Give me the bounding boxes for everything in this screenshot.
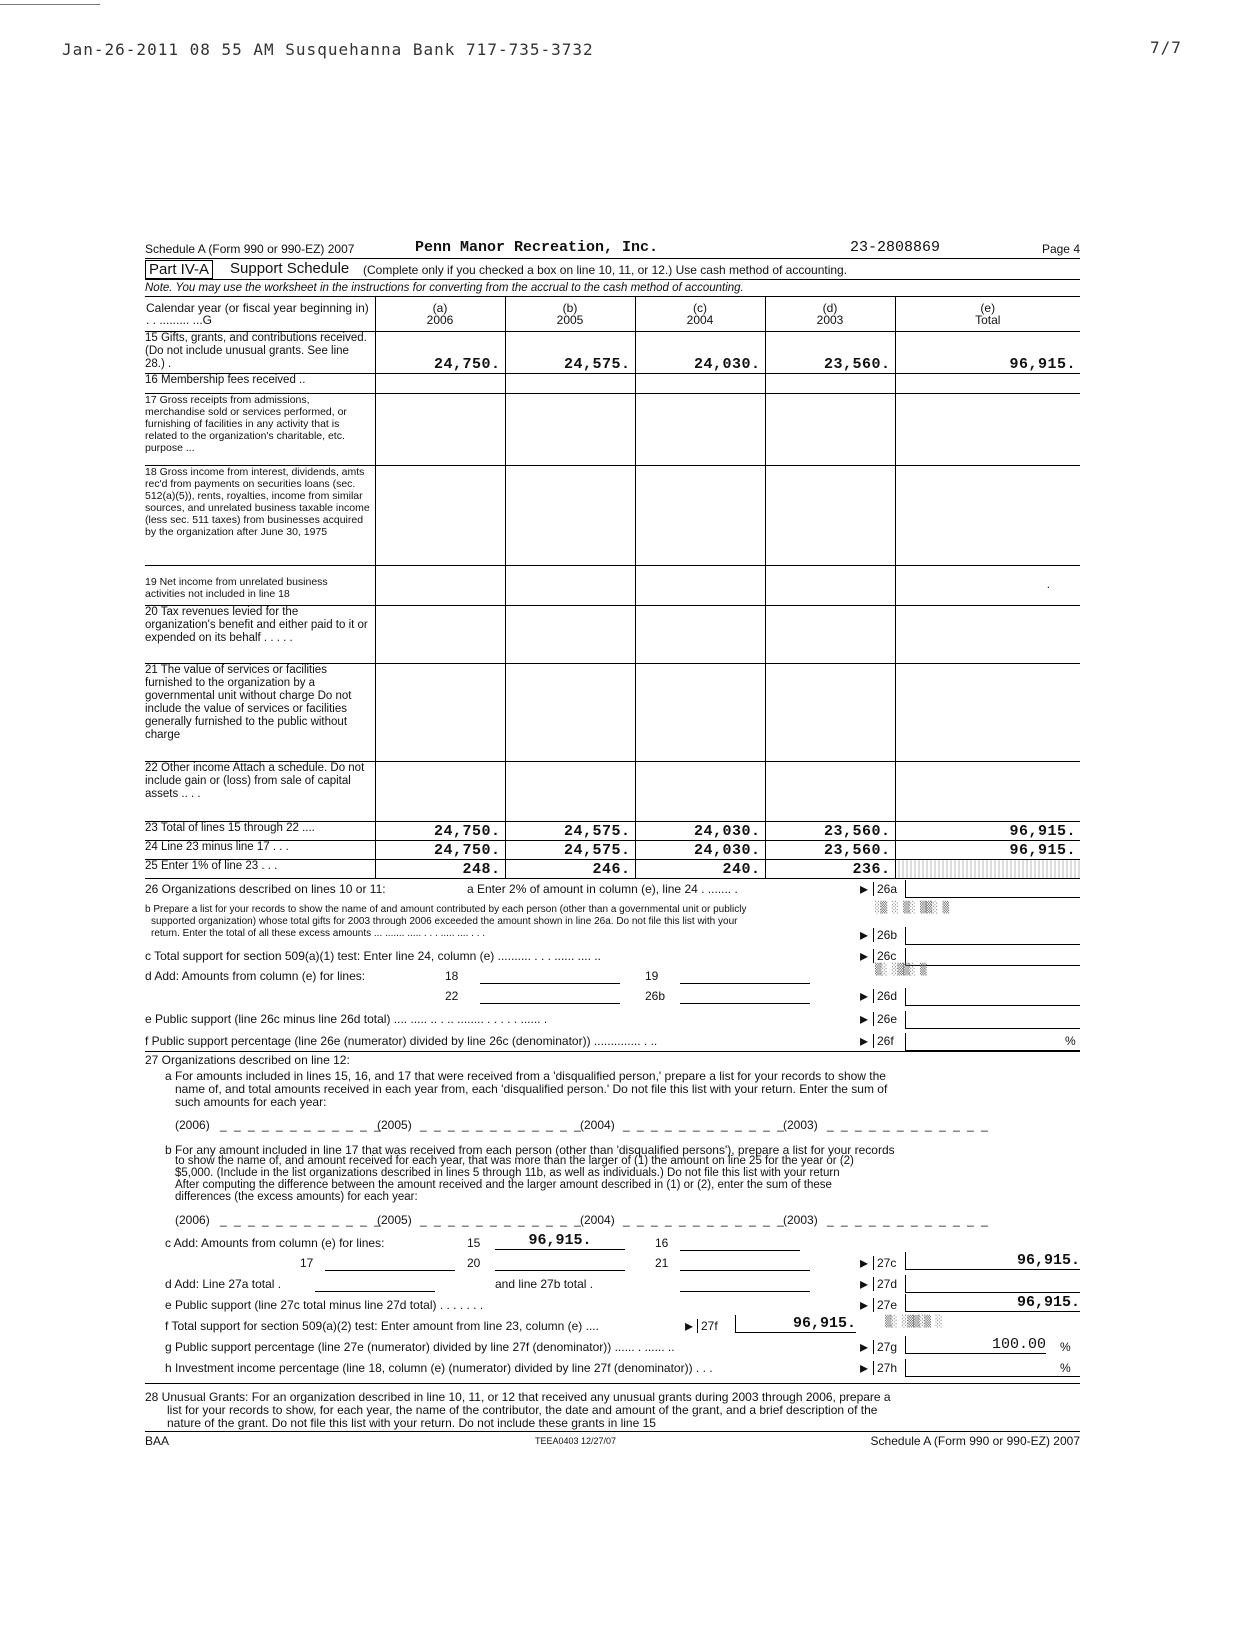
- line-27a-2005: (2005): [377, 1117, 412, 1132]
- arrow-icon: ▸: [685, 1317, 694, 1335]
- table-row: [145, 605, 1080, 663]
- schedule-header: [145, 238, 1080, 259]
- table-row: [145, 840, 1080, 859]
- line-27f-value: 96,915.: [735, 1315, 856, 1333]
- arrow-icon: ▸: [860, 1032, 869, 1050]
- part-header: [145, 259, 1080, 280]
- line-27c-16-field: [680, 1236, 800, 1251]
- line-27a-2005-field: _ _ _ _ _ _ _ _ _ _ _ _: [420, 1117, 583, 1132]
- line-27a-2003: (2003): [783, 1117, 818, 1132]
- line-27b-2006: (2006): [175, 1212, 210, 1227]
- calendar-year-label: Calendar year (or fiscal year beginning in) . . ......... ...G: [145, 297, 375, 331]
- line-26d-box: 26d: [873, 989, 900, 1003]
- line-27c-17: 17: [300, 1255, 314, 1270]
- line-26e-field: [905, 1011, 1080, 1029]
- line-24-label: 24 Line 23 minus line 17 . . .: [145, 840, 375, 859]
- line-27e-box: 27e: [873, 1298, 900, 1312]
- line-27h-text: h Investment income percentage (line 18, column (e) (numerator) divided by line 27f (denominator)) . . .: [165, 1360, 713, 1375]
- line-26d-19: 19: [645, 968, 659, 983]
- line-27a-text-2: name of, and total amounts received in each year from, each 'disqualified person.' Do not file this list with your return. Enter the sum of: [175, 1081, 888, 1096]
- col-e-header: [895, 297, 1080, 331]
- line-26b-text-2: supported organization) whose total gifts for 2003 through 2006 exceeded the amount shown in line 26a. Do not file this list with your: [151, 915, 738, 927]
- table-row: [145, 821, 1080, 840]
- col-c-letter: (c): [693, 300, 707, 315]
- line-27b-text-5: differences (the excess amounts) for each year:: [175, 1190, 418, 1203]
- arrow-icon: ▸: [860, 1010, 869, 1028]
- line-27b-2004: (2004): [580, 1212, 615, 1227]
- table-row: [145, 565, 1080, 605]
- line-27a-2006: (2006): [175, 1117, 210, 1132]
- arrow-icon: ▸: [860, 987, 869, 1005]
- line-27c-15-value: 96,915.: [495, 1232, 625, 1250]
- line-28-text-2: list for your records to show, for each year, the name of the contributor, the date and amount of the grant, and a brief description of the: [167, 1402, 878, 1417]
- line-27e-value: 96,915.: [905, 1294, 1080, 1312]
- line-27c-21-field: [680, 1256, 810, 1271]
- col-d-year: 2003: [816, 312, 844, 327]
- line-26c-box: 26c: [873, 949, 899, 963]
- scan-noise: ▒░ ░▒▒░ ▒: [875, 962, 926, 976]
- line-15-e: 96,915.: [895, 331, 1080, 373]
- line-27b-text-3: $5,000. (Include in the list organizations described in lines 5 through 11b, as well as individuals.) Do not file this list with your return: [175, 1166, 840, 1179]
- line-15-b: 24,575.: [505, 331, 635, 373]
- line-26d-19-field: [680, 969, 810, 984]
- col-a-year: 2006: [426, 312, 454, 327]
- line-27f-box: 27f: [697, 1319, 721, 1333]
- line-26d-18: 18: [445, 968, 459, 983]
- line-26e-text: e Public support (line 26c minus line 26d total) .... ..... .. . .. ........ . . . . . ...... .: [145, 1011, 548, 1026]
- organization-name: Penn Manor Recreation, Inc.: [415, 239, 659, 256]
- line-18-label: 18 Gross income from interest, dividends, amts rec'd from payments on securities loans (sec. 512(a)(5)), rents, royalties, income from similar sources, and unrelated business taxable income (less sec. 511 taxes) from businesses acquired by the organization after June 30, 1975: [145, 465, 375, 565]
- line-24-e: 96,915.: [895, 840, 1080, 859]
- col-d-header: [765, 297, 895, 331]
- schedule-a-form: [145, 238, 1080, 1448]
- line-27a-2004-field: _ _ _ _ _ _ _ _ _ _ _ _: [623, 1117, 786, 1132]
- part-subtitle: (Complete only if you checked a box on line 10, 11, or 12.) Use cash method of accounting.: [363, 263, 848, 277]
- line-27g-text: g Public support percentage (line 27e (numerator) divided by line 27f (denominator)) ...... . ...... ..: [165, 1339, 675, 1354]
- line-22-label: 22 Other income Attach a schedule. Do not include gain or (loss) from sale of capital assets .. . .: [145, 761, 375, 821]
- line-26d-26b-field: [680, 989, 810, 1004]
- line-17-label: 17 Gross receipts from admissions, merchandise sold or services performed, or furnishing of facilities in any activity that is related to the organization's charitable, etc. purpose ...: [145, 393, 375, 465]
- line-26b-text-3: return. Enter the total of all these excess amounts ... ....... ..... . . . ..... .... . . .: [151, 927, 486, 939]
- line-25-label: 25 Enter 1% of line 23 . . .: [145, 859, 375, 878]
- line-27f-text: f Total support for section 509(a)(2) test: Enter amount from line 23, column (e) ....: [165, 1318, 599, 1333]
- line-15-a: 24,750.: [375, 331, 505, 373]
- line-26b-box: 26b: [873, 928, 900, 942]
- line-23-c: 24,030.: [635, 821, 765, 840]
- col-e-label: Total: [975, 312, 1001, 327]
- line-27e-text: e Public support (line 27c total minus line 27d total) . . . . . . .: [165, 1297, 484, 1312]
- table-row: [145, 465, 1080, 565]
- line-15-d: 23,560.: [765, 331, 895, 373]
- line-26a-box: 26a: [873, 882, 900, 896]
- line-27c-20-field: [495, 1256, 625, 1271]
- line-26d-22: 22: [445, 988, 459, 1003]
- col-b-year: 2005: [556, 312, 584, 327]
- col-a-letter: (a): [432, 300, 448, 315]
- arrow-icon: ▸: [860, 1275, 869, 1293]
- line-24-c: 24,030.: [635, 840, 765, 859]
- line-27b-text-1: b For any amount included in line 17 that was received from each person (other than 'disqualified persons'), prepare a list for your records: [165, 1142, 895, 1157]
- line-27a-text-3: such amounts for each year:: [175, 1094, 327, 1109]
- part-note: Note. You may use the worksheet in the instructions for converting from the accrual to the cash method of accounting.: [145, 280, 1080, 297]
- line-27b-2003-field: _ _ _ _ _ _ _ _ _ _ _ _: [827, 1212, 990, 1227]
- line-26-title: 26 Organizations described on lines 10 or 11:: [145, 881, 386, 896]
- line-27b-2003: (2003): [783, 1212, 818, 1227]
- schedule-title: Schedule A (Form 990 or 990-EZ) 2007: [145, 242, 355, 256]
- line-21-label: 21 The value of services or facilities furnished to the organization by a governmental unit without charge Do not include the value of services or facilities generally furnished to the public without charge: [145, 663, 375, 761]
- line-27c-21: 21: [655, 1255, 669, 1270]
- line-27c-box: 27c: [873, 1256, 899, 1270]
- line-27g-percent: %: [1060, 1339, 1071, 1354]
- line-23-d: 23,560.: [765, 821, 895, 840]
- line-27d-and: and line 27b total .: [495, 1276, 594, 1291]
- support-table: [145, 297, 1080, 879]
- line-27h-box: 27h: [873, 1361, 900, 1375]
- part-label: Part IV-A: [145, 260, 213, 279]
- table-row: [145, 663, 1080, 761]
- table-row: [145, 393, 1080, 465]
- line-15-label: 15 Gifts, grants, and contributions received. (Do not include unusual grants. See line 28.) .: [145, 331, 375, 373]
- line-27b-text-2: to show the name of, and amount received for each year, that was more than the larger of (1) the amount on line 25 for the year or (2): [175, 1154, 854, 1167]
- scan-noise: ▒░ ░▒▒░▒ ░: [885, 1314, 942, 1328]
- top-scan-mark: [0, 4, 100, 5]
- arrow-icon: ▸: [860, 1359, 869, 1377]
- line-27a-2006-field: _ _ _ _ _ _ _ _ _ _ _ _: [220, 1117, 383, 1132]
- footer-code: TEEA0403 12/27/07: [535, 1435, 617, 1446]
- line-26d-26b: 26b: [645, 988, 666, 1003]
- fax-header: Jan-26-2011 08 55 AM Susquehanna Bank 717-735-3732: [62, 40, 594, 59]
- line-27d-27b-field: [680, 1277, 810, 1292]
- line-27h-field: [905, 1359, 1080, 1377]
- arrow-icon: ▸: [860, 947, 869, 965]
- line-16-label: 16 Membership fees received ..: [145, 373, 375, 393]
- col-b-letter: (b): [562, 300, 578, 315]
- ein: 23-2808869: [850, 239, 941, 256]
- line-26f-text: f Public support percentage (line 26e (numerator) divided by line 26c (denominator)) .............. . ..: [145, 1033, 658, 1048]
- line-15-c: 24,030.: [635, 331, 765, 373]
- line-25-c: 240.: [635, 859, 765, 878]
- line-27c-text: c Add: Amounts from column (e) for lines:: [165, 1235, 385, 1250]
- line-28-text-3: nature of the grant. Do not file this list with your return. Do not include these grants in line 15: [167, 1415, 656, 1430]
- line-27c-20: 20: [467, 1255, 481, 1270]
- line-27b-2005-field: _ _ _ _ _ _ _ _ _ _ _ _: [420, 1212, 583, 1227]
- table-header-row: [145, 297, 1080, 331]
- line-27c-15: 15: [467, 1235, 481, 1250]
- line-25-e-shaded: [895, 859, 1080, 878]
- line-27b-2006-field: _ _ _ _ _ _ _ _ _ _ _ _: [220, 1212, 383, 1227]
- col-d-letter: (d): [822, 300, 838, 315]
- line-25-b: 246.: [505, 859, 635, 878]
- line-26f-field: [905, 1033, 1080, 1051]
- line-26a-text: a Enter 2% of amount in column (e), line 24 . ....... .: [467, 881, 738, 896]
- line-26f-box: 26f: [873, 1034, 897, 1048]
- line-26-section: [145, 879, 1080, 1069]
- line-27d-text: d Add: Line 27a total .: [165, 1276, 282, 1291]
- line-23-e: 96,915.: [895, 821, 1080, 840]
- line-27d-box: 27d: [873, 1277, 900, 1291]
- scan-noise: ░▒ ░ ▒░ ▒▒░ ▒: [875, 900, 949, 914]
- line-28-section: [145, 1383, 1080, 1448]
- line-27a-text-1: a For amounts included in lines 15, 16, and 17 that were received from a 'disqualified person,' prepare a list for your records to show the: [165, 1068, 886, 1083]
- line-26c-text: c Total support for section 509(a)(1) test: Enter line 24, column (e) .......... . . . ...... .... ..: [145, 948, 601, 963]
- page-label: Page 4: [1041, 242, 1080, 256]
- part-title: Support Schedule: [230, 260, 350, 277]
- footer-schedule: Schedule A (Form 990 or 990-EZ) 2007: [870, 1433, 1080, 1448]
- table-row: [145, 331, 1080, 373]
- col-c-header: [635, 297, 765, 331]
- arrow-icon: ▸: [860, 1254, 869, 1272]
- line-27-section: [145, 1052, 1080, 1377]
- line-27a-2003-field: _ _ _ _ _ _ _ _ _ _ _ _: [827, 1117, 990, 1132]
- line-23-a: 24,750.: [375, 821, 505, 840]
- line-26d-18-field: [480, 969, 620, 984]
- line-24-b: 24,575.: [505, 840, 635, 859]
- line-26d-text: d Add: Amounts from column (e) for lines:: [145, 968, 366, 983]
- line-26e-box: 26e: [873, 1012, 900, 1026]
- line-27d-27a-field: [315, 1277, 435, 1292]
- col-a-header: [375, 297, 505, 331]
- col-c-year: 2004: [686, 312, 714, 327]
- line-26d-field: [905, 988, 1080, 1006]
- line-24-d: 23,560.: [765, 840, 895, 859]
- line-26c-field: [905, 948, 1080, 966]
- line-27b-text-4: After computing the difference between the amount received and the larger amount described in (1) or (2), enter the sum of these: [175, 1178, 832, 1191]
- line-26f-percent: %: [1065, 1033, 1076, 1048]
- line-20-label: 20 Tax revenues levied for the organization's benefit and either paid to it or expended on its behalf . . . . .: [145, 605, 375, 663]
- table-row: [145, 373, 1080, 393]
- arrow-icon: ▸: [860, 1296, 869, 1314]
- line-27c-16: 16: [655, 1235, 669, 1250]
- line-19-label: 19 Net income from unrelated business activities not included in line 18: [145, 565, 375, 605]
- line-27b-2004-field: _ _ _ _ _ _ _ _ _ _ _ _: [623, 1212, 786, 1227]
- line-27b-2005: (2005): [377, 1212, 412, 1227]
- arrow-icon: ▸: [860, 880, 869, 898]
- line-28-text-1: 28 Unusual Grants: For an organization described in line 10, 11, or 12 that received any unusual grants during 2003 through 2006, prepare a: [145, 1389, 891, 1404]
- footer-baa: BAA: [145, 1433, 170, 1448]
- line-25-a: 248.: [375, 859, 505, 878]
- line-27g-value: 100.00: [905, 1336, 1046, 1354]
- line-27d-field: [905, 1275, 1080, 1293]
- line-24-a: 24,750.: [375, 840, 505, 859]
- fax-page-number: 7/7: [1150, 38, 1182, 57]
- line-23-b: 24,575.: [505, 821, 635, 840]
- line-27c-17-field: [325, 1256, 455, 1271]
- col-e-letter: (e): [980, 300, 996, 315]
- line-26d-22-field: [480, 989, 620, 1004]
- line-25-d: 236.: [765, 859, 895, 878]
- line-27a-2004: (2004): [580, 1117, 615, 1132]
- line-26b-text-1: b Prepare a list for your records to show the name of and amount contributed by each person (other than a governmental unit or publicly: [145, 903, 747, 915]
- line-27g-box: 27g: [873, 1340, 900, 1354]
- line-26b-field: [905, 927, 1080, 945]
- arrow-icon: ▸: [860, 926, 869, 944]
- arrow-icon: ▸: [860, 1338, 869, 1356]
- line-27c-value: 96,915.: [905, 1252, 1080, 1270]
- table-row: [145, 859, 1080, 878]
- line-26a-field: [905, 880, 1080, 898]
- line-23-label: 23 Total of lines 15 through 22 ....: [145, 821, 375, 840]
- line-27-title: 27 Organizations described on line 12:: [145, 1052, 350, 1067]
- col-b-header: [505, 297, 635, 331]
- table-row: [145, 761, 1080, 821]
- line-19-e: .: [895, 565, 1080, 605]
- line-27h-percent: %: [1060, 1360, 1071, 1375]
